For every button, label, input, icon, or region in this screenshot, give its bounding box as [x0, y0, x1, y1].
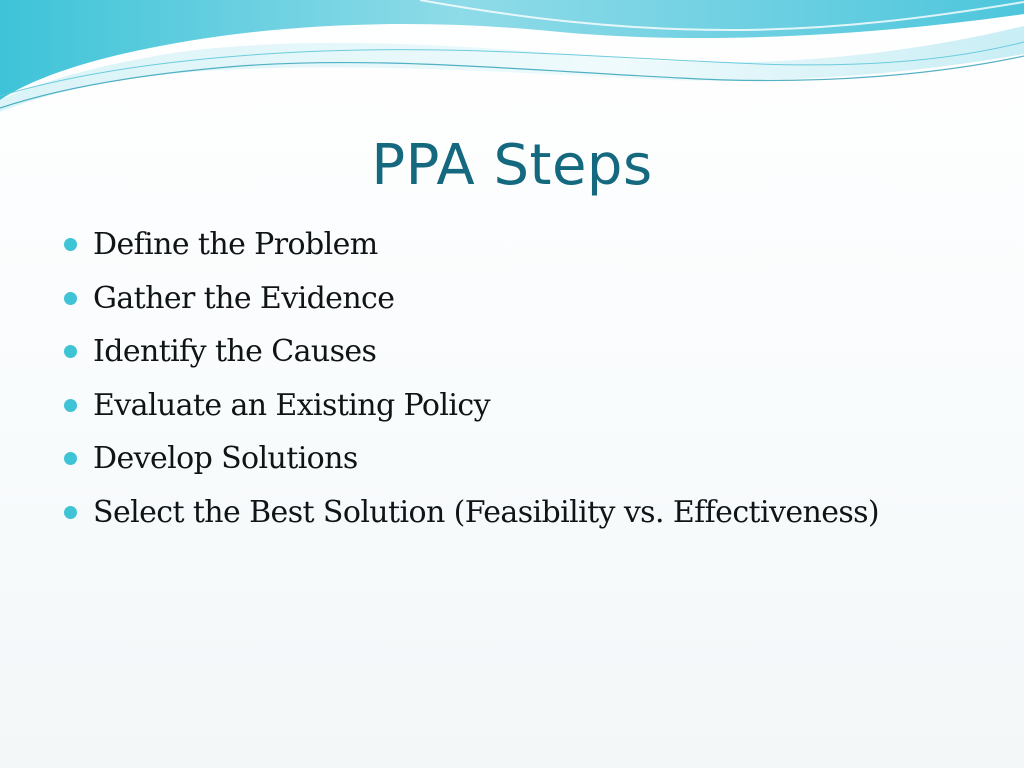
bullet-item-evaluate-policy	[64, 379, 984, 433]
bullet-dot-icon	[64, 452, 77, 465]
bullet-text: Develop Solutions	[93, 441, 358, 477]
bullet-text: Gather the Evidence	[93, 280, 395, 316]
bullet-item-develop-solutions	[64, 432, 984, 486]
bullet-dot-icon	[64, 506, 77, 519]
bullet-item-select-best-solution	[64, 486, 984, 540]
bullet-dot-icon	[64, 399, 77, 412]
bullet-text: Identify the Causes	[93, 334, 377, 370]
bullet-text: Evaluate an Existing Policy	[93, 387, 490, 423]
bullet-dot-icon	[64, 292, 77, 305]
bullet-text: Define the Problem	[93, 227, 378, 262]
bullet-item-gather-evidence	[64, 272, 984, 326]
header-wave-decoration	[0, 0, 1024, 140]
bullet-text: Select the Best Solution (Feasibility vs. Effectiveness)	[93, 494, 880, 530]
bullet-dot-icon	[64, 238, 77, 251]
bullet-item-identify-causes	[64, 325, 984, 379]
bullet-list	[64, 218, 984, 540]
bullet-item-define-problem	[64, 218, 984, 272]
page-title: PPA Steps	[371, 133, 653, 198]
bullet-dot-icon	[64, 345, 77, 358]
